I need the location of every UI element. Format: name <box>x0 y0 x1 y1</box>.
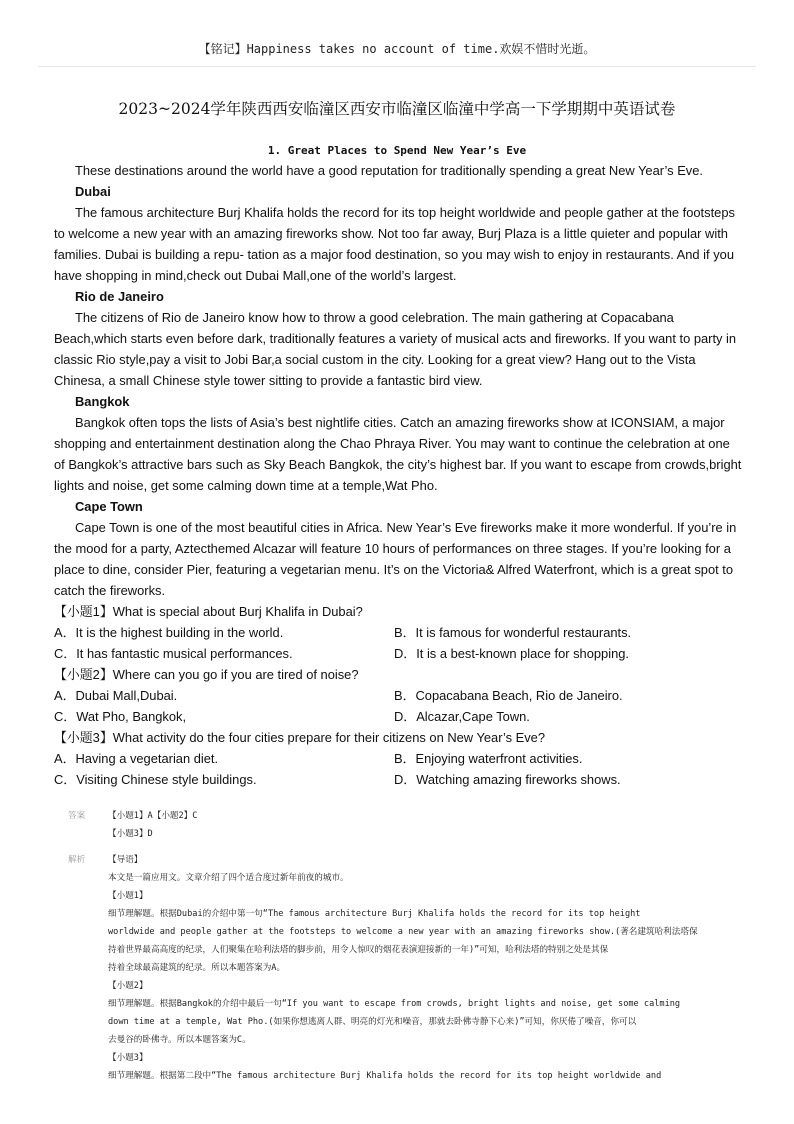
option-row <box>54 748 744 769</box>
passage-intro: These destinations around the world have a good reputation for traditionally spending a great New Year’s Eve. <box>75 163 703 178</box>
option-b: B．Copacabana Beach, Rio de Janeiro. <box>394 688 623 703</box>
analysis-line: 细节理解题。根据Dubai的介绍中第一句“The famous architecture Burj Khalifa holds the record for its top height <box>108 909 641 919</box>
answer-label: 答案 <box>68 811 86 821</box>
option-a: A．It is the highest building in the world. <box>54 625 284 640</box>
analysis-block <box>68 851 728 1085</box>
option-b: B．It is famous for wonderful restaurants. <box>394 625 632 640</box>
option-b: B．Enjoying waterfront activities. <box>394 751 583 766</box>
option-row <box>54 706 744 727</box>
section-heading-dubai: Dubai <box>75 184 111 199</box>
option-a: A．Dubai Mall,Dubai. <box>54 688 178 703</box>
option-d: D．It is a best-known place for shopping. <box>394 646 630 661</box>
passage-title: 1. Great Places to Spend New Year’s Eve <box>267 144 527 157</box>
answer-block <box>68 807 728 843</box>
section-text-dubai: The famous architecture Burj Khalifa holds the record for its top height worldwide and people gather at the footsteps to welcome a new year with an amazing fireworks show. Not too far away, Burj Plaza is a little quieter and popular with families. Dubai is building a repu- tation as a major food destination, so you may wish to enjoy in restaurants. And if you have shopping in mind,check out Dubai Mall,one of the world’s largest. <box>54 205 735 283</box>
analysis-line: 细节理解题。根据Bangkok的介绍中最后一句“If you want to escape from crowds, bright lights and noise, get some calming <box>108 999 681 1009</box>
option-row <box>54 622 744 643</box>
analysis-line: 【小题1】 <box>108 891 148 901</box>
analysis-line: 去曼谷的卧佛寺。所以本题答案为C。 <box>108 1035 251 1045</box>
passage-body <box>54 160 744 790</box>
question-stem: 【小题3】What activity do the four cities prepare for their citizens on New Year’s Eve? <box>54 730 546 745</box>
option-row <box>54 685 744 706</box>
analysis-line: 持着世界最高高度的纪录，人们聚集在哈利法塔的脚步前，用令人惊叹的烟花表演迎接新的一年)”可知，哈利法塔的特别之处是其保 <box>108 945 609 955</box>
motto-header: 【铭记】Happiness takes no account of time.欢娱不惜时光逝。 <box>198 42 596 56</box>
section-text-cape-town: Cape Town is one of the most beautiful cities in Africa. New Year’s Eve fireworks make it more wonderful. If you’re in the mood for a party, Aztecthemed Alcazar will feature 10 hours of performances on three stages. If you’re looking for a place to dine, consider Pier, featuring a vegetarian menu. It’s on the Victoria& Alfred Waterfront, which is a great spot to catch the fireworks. <box>54 520 737 598</box>
analysis-content <box>108 851 728 1085</box>
answer-line: 【小题3】D <box>108 829 153 839</box>
option-c: C．It has fantastic musical performances. <box>54 646 293 661</box>
option-c: C．Visiting Chinese style buildings. <box>54 772 257 787</box>
question-stem: 【小题2】Where can you go if you are tired of noise? <box>54 667 359 682</box>
header-divider <box>38 66 756 67</box>
page-title: 2023~2024学年陕西西安临潼区西安市临潼区临潼中学高一下学期期中英语试卷 <box>118 100 676 118</box>
answer-content <box>108 807 728 843</box>
analysis-line: 持着全球最高建筑的纪录。所以本题答案为A。 <box>108 963 286 973</box>
section-heading-cape-town: Cape Town <box>75 499 143 514</box>
option-a: A．Having a vegetarian diet. <box>54 751 219 766</box>
section-text-rio: The citizens of Rio de Janeiro know how to throw a good celebration. The main gathering at Copacabana Beach,which starts even before dark, traditionally features a variety of musical acts and fireworks. If you want to party in classic Rio style,pay a visit to Jobi Bar,a social custom in the city. Looking for a great view? Hang out to the Vista Chinesa, a small Chinese style tower sitting to provide a fantastic bird view. <box>54 310 737 388</box>
analysis-line: worldwide and people gather at the footsteps to welcome a new year with an amazing fireworks show.(著名建筑哈利法塔保 <box>108 927 698 937</box>
option-row <box>54 769 744 790</box>
analysis-line: 【导语】 <box>108 855 143 865</box>
analysis-line: 本文是一篇应用文。文章介绍了四个适合度过新年前夜的城市。 <box>108 873 349 883</box>
answer-line: 【小题1】A【小题2】C <box>108 811 198 821</box>
section-heading-bangkok: Bangkok <box>75 394 130 409</box>
analysis-line: down time at a temple, Wat Pho.(如果你想逃离人群、明亮的灯光和噪音，那就去卧佛寺静下心来)”可知，你厌倦了噪音，你可以 <box>108 1017 637 1027</box>
analysis-line: 【小题2】 <box>108 981 148 991</box>
option-row <box>54 643 744 664</box>
analysis-label: 解析 <box>68 855 86 865</box>
option-d: D．Alcazar,Cape Town. <box>394 709 530 724</box>
section-heading-rio: Rio de Janeiro <box>75 289 164 304</box>
option-d: D．Watching amazing fireworks shows. <box>394 772 621 787</box>
question-stem: 【小题1】What is special about Burj Khalifa in Dubai? <box>54 604 363 619</box>
analysis-line: 【小题3】 <box>108 1053 148 1063</box>
option-c: C．Wat Pho, Bangkok, <box>54 709 187 724</box>
section-text-bangkok: Bangkok often tops the lists of Asia’s best nightlife cities. Catch an amazing fireworks show at ICONSIAM, a major shopping and entertainment destination along the Chao Phraya River. You may want to continue the celebration at one of Bangkok’s attractive bars such as Sky Beach Bangkok, the city’s highest bar. If you want to escape from crowds,bright lights and noise, get some calming down time at a temple,Wat Pho. <box>54 415 742 493</box>
analysis-line: 细节理解题。根据第二段中“The famous architecture Burj Khalifa holds the record for its top height worldwide and <box>108 1071 662 1081</box>
